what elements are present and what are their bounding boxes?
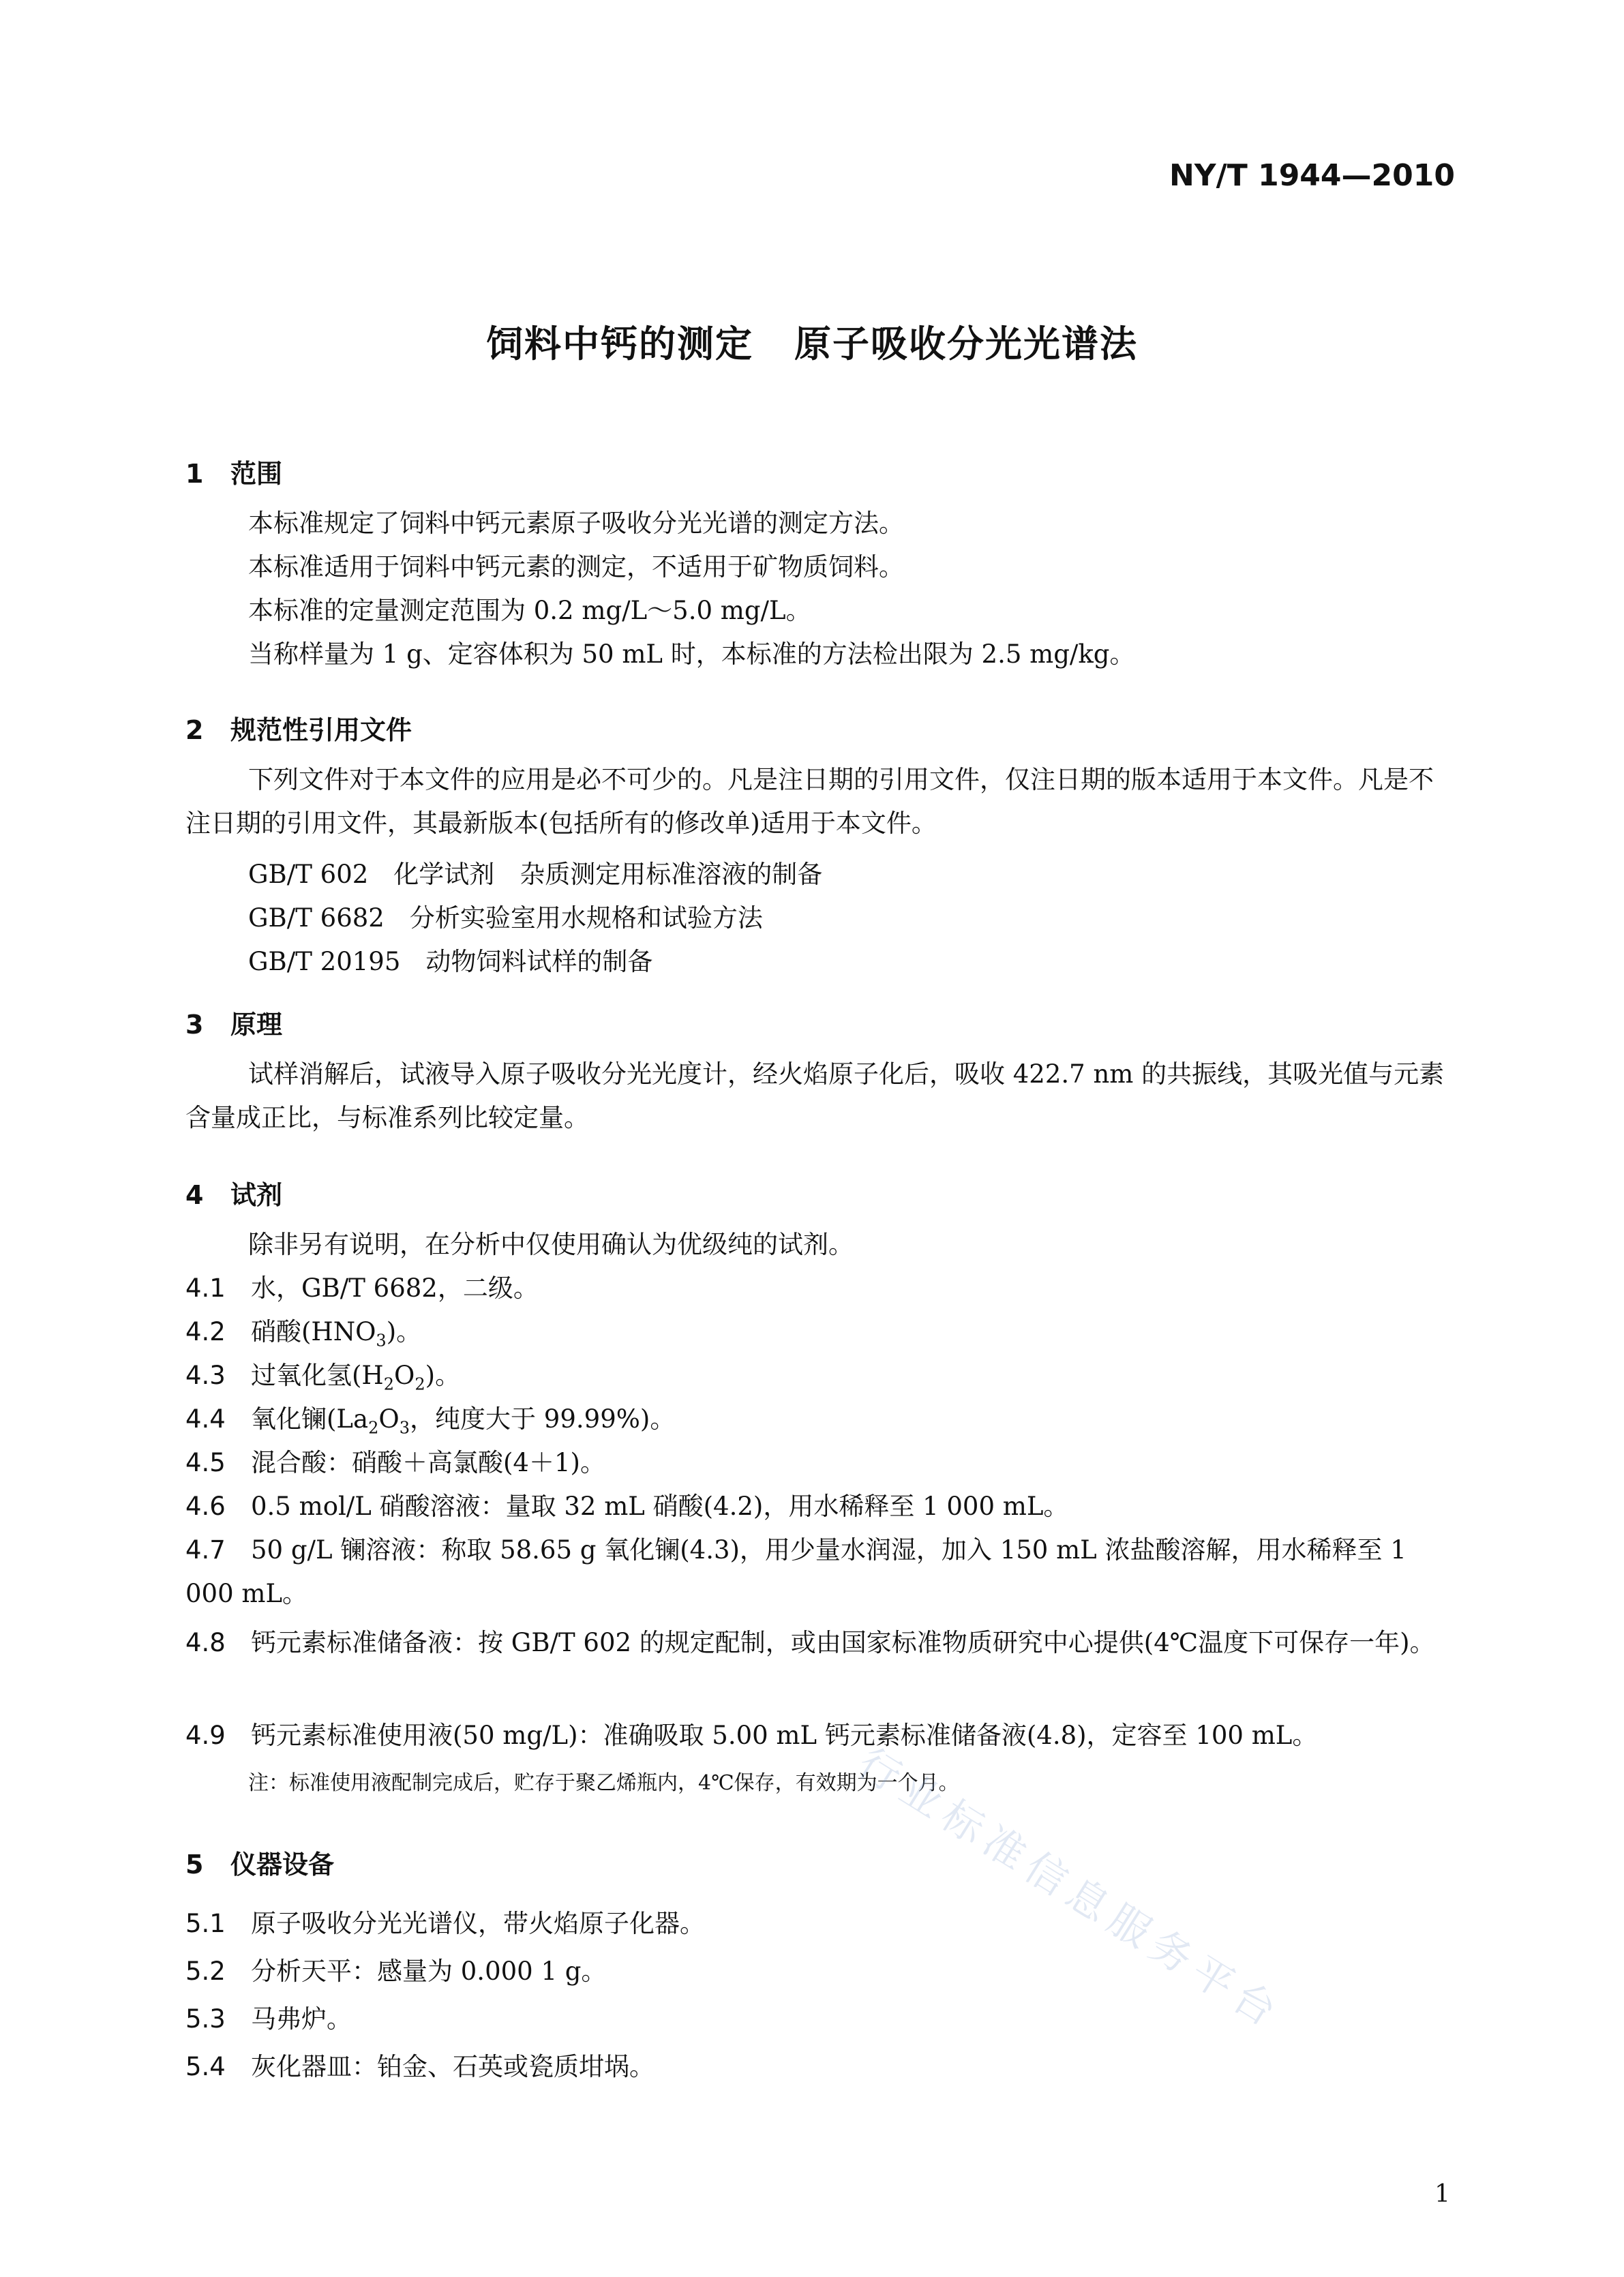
title-part-2: 原子吸收分光光谱法	[794, 322, 1138, 365]
paragraph: 除非另有说明，在分析中仅使用确认为优级纯的试剂。	[248, 1230, 854, 1259]
clause-item	[185, 1267, 1457, 1310]
section-title: 原理	[230, 1010, 283, 1040]
clause-item	[185, 1441, 1457, 1485]
section-number: 5	[185, 1850, 204, 1880]
clause-item	[185, 1902, 1457, 1946]
clause-text: 原子吸收分光光谱仪，带火焰原子化器。	[251, 1909, 705, 1938]
section-title: 试剂	[230, 1180, 283, 1210]
section-3-heading	[185, 1004, 282, 1041]
clause-number: 5.4	[185, 2052, 226, 2081]
paragraph: 当称样量为 1 g、定容体积为 50 mL 时，本标准的方法检出限为 2.5 mg/kg。	[248, 639, 1135, 669]
clause-text: 50 g/L 镧溶液：称取 58.65 g 氧化镧(4.3)，用少量水润湿，加入 150 mL 浓盐酸溶解，用水稀释至 1 000 mL。	[185, 1535, 1407, 1608]
clause-text: 灰化器皿：铂金、石英或瓷质坩埚。	[251, 2052, 655, 2081]
paragraph: 试样消解后，试液导入原子吸收分光光度计，经火焰原子化后，吸收 422.7 nm 的共振线，其吸光值与元素含量成正比，与标准系列比较定量。	[185, 1059, 1445, 1132]
clause-number: 4.6	[185, 1492, 226, 1521]
title-part-1: 饲料中钙的测定	[486, 322, 753, 365]
standard-code: NY/T 1944—2010	[1169, 158, 1455, 193]
document-title	[0, 315, 1624, 367]
clause-text: 硝酸$(HNO_3)$。	[251, 1317, 422, 1351]
clause-text: 0.5 mol/L 硝酸溶液：量取 32 mL 硝酸(4.2)，用水稀释至 1 000 mL。	[251, 1492, 1069, 1521]
clause-item	[185, 1485, 1457, 1528]
section-4-heading	[185, 1174, 282, 1211]
clause-number: 5.2	[185, 1957, 226, 1986]
clause-item	[185, 2045, 1457, 2089]
section-number: 2	[185, 715, 204, 745]
paragraph: 本标准的定量测定范围为 0.2 mg/L～5.0 mg/L。	[248, 596, 811, 625]
clause-number: 4.3	[185, 1361, 226, 1390]
reference-entry: GB/T 602 化学试剂 杂质测定用标准溶液的制备	[248, 860, 823, 889]
section-title: 规范性引用文件	[230, 715, 412, 745]
section-1-heading	[185, 453, 282, 490]
clause-number: 4.5	[185, 1448, 226, 1477]
clause-number: 4.4	[185, 1404, 226, 1434]
watermark: 行业标准信息服务平台	[849, 1739, 1291, 2040]
paragraph: 本标准规定了饲料中钙元素原子吸收分光光谱的测定方法。	[248, 509, 904, 538]
section-number: 1	[185, 459, 204, 489]
clause-item	[185, 1528, 1457, 1616]
section-title: 仪器设备	[230, 1850, 335, 1880]
paragraph: 下列文件对于本文件的应用是必不可少的。凡是注日期的引用文件，仅注日期的版本适用于本文件。凡是不注日期的引用文件，其最新版本(包括所有的修改单)适用于本文件。	[185, 765, 1434, 838]
section-number: 3	[185, 1010, 204, 1040]
section-5-heading	[185, 1843, 334, 1881]
page-number: 1	[1434, 2180, 1450, 2208]
clause-number: 4.1	[185, 1273, 226, 1303]
clause-text: 氧化镧($La_2O_3$，纯度大于 99.99%)。	[251, 1404, 676, 1438]
clause-number: 5.1	[185, 1909, 226, 1938]
clause-text: 钙元素标准储备液：按 GB/T 602 的规定配制，或由国家标准物质研究中心提供(4℃温度下可保存一年)。	[251, 1628, 1435, 1657]
section-number: 4	[185, 1180, 204, 1210]
reference-entry: GB/T 6682 分析实验室用水规格和试验方法	[248, 903, 763, 933]
clause-number: 4.2	[185, 1317, 226, 1346]
clause-item	[185, 1621, 1457, 1665]
section-2-heading	[185, 709, 412, 747]
section-title: 范围	[230, 459, 283, 489]
clause-number: 4.7	[185, 1535, 226, 1565]
clause-text: 钙元素标准使用液(50 mg/L)：准确吸取 5.00 mL 钙元素标准储备液(4.8)，定容至 100 mL。	[251, 1721, 1318, 1750]
clause-number: 4.8	[185, 1628, 226, 1657]
clause-number: 4.9	[185, 1721, 226, 1750]
clause-number: 5.3	[185, 2004, 226, 2034]
clause-text: 马弗炉。	[251, 2004, 352, 2034]
note-text: 注：标准使用液配制完成后，贮存于聚乙烯瓶内，4℃保存，有效期为一个月。	[248, 1771, 959, 1795]
reference-entry: GB/T 20195 动物饲料试样的制备	[248, 947, 653, 976]
paragraph: 本标准适用于饲料中钙元素的测定，不适用于矿物质饲料。	[248, 552, 904, 582]
clause-text: 过氧化氢$(H_2O_2)$。	[251, 1361, 461, 1394]
clause-item	[185, 1714, 1457, 1758]
clause-text: 水，GB/T 6682，二级。	[251, 1273, 539, 1303]
clause-text: 混合酸：硝酸＋高氯酸(4＋1)。	[251, 1448, 605, 1477]
clause-text: 分析天平：感量为 0.000 1 g。	[251, 1957, 607, 1986]
